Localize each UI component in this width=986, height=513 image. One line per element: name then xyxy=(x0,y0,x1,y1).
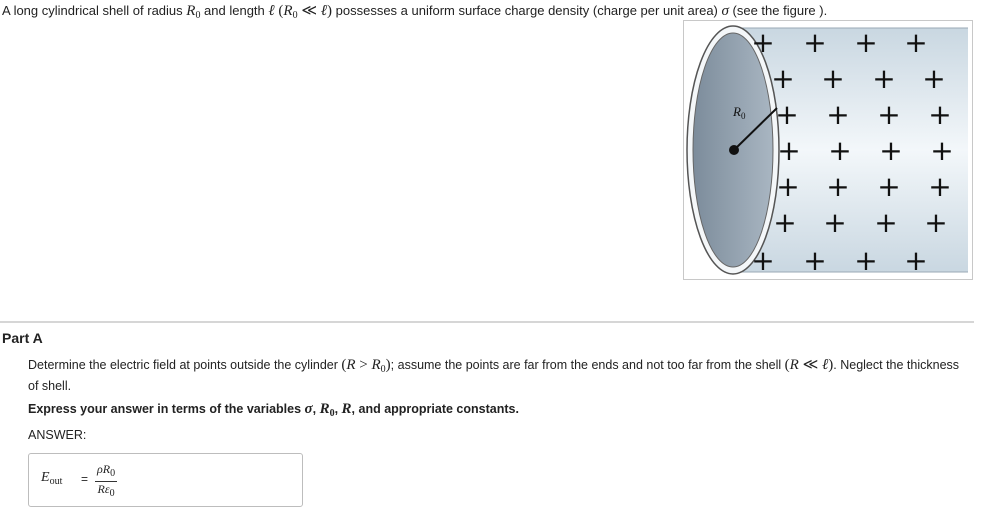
part-a-title: Part A xyxy=(2,330,43,346)
fraction-numerator: $\rho R_0$ xyxy=(95,462,117,482)
cylinder-diagram xyxy=(683,20,973,280)
plus-charge: + xyxy=(803,26,827,59)
intro-text-3: possesses a uniform surface charge density (charge per unit area) xyxy=(332,3,722,18)
fraction-denominator: $R\varepsilon_0$ xyxy=(97,482,115,499)
plus-charge: + xyxy=(803,244,827,277)
plus-charge: + xyxy=(854,244,878,277)
intro-text-2: and length xyxy=(200,3,269,18)
plus-charge: + xyxy=(904,26,928,59)
plus-charge: + xyxy=(904,244,928,277)
plus-charge: + xyxy=(821,62,845,95)
plus-charge: + xyxy=(823,206,847,239)
plus-charge: + xyxy=(773,206,797,239)
answer-instruction: Express your answer in terms of the variables σ, $R_0$, R, and appropriate constants. xyxy=(28,401,519,419)
plus-charge: + xyxy=(922,62,946,95)
answer-input-box[interactable] xyxy=(28,453,303,507)
radius-label: $R_0$ xyxy=(733,104,746,121)
plus-charge: + xyxy=(826,170,850,203)
question-text: Determine the electric field at points outside the cylinder $(R > R_0)$; assume the points are far from the ends and not too far from the shell (R ≪ ℓ). Neglect the thickness of shell. xyxy=(28,357,960,393)
intro-text-1: A long cylindrical shell of radius xyxy=(2,3,187,18)
plus-charge: + xyxy=(930,134,954,167)
center-dot xyxy=(729,145,739,155)
math-sigma: σ xyxy=(721,3,729,19)
plus-charge: + xyxy=(777,134,801,167)
cylinder-figure xyxy=(683,20,973,280)
answer-lhs: $E_{out}$ xyxy=(41,470,63,487)
math-r0: $R_0$ xyxy=(186,3,201,21)
section-divider xyxy=(0,321,974,323)
plus-charge: + xyxy=(751,244,775,277)
plus-charge: + xyxy=(928,170,952,203)
plus-charge: + xyxy=(928,98,952,131)
plus-charge: + xyxy=(751,26,775,59)
plus-charge: + xyxy=(924,206,948,239)
plus-charge: + xyxy=(872,62,896,95)
equals-sign: = xyxy=(81,472,89,486)
plus-charge: + xyxy=(877,170,901,203)
answer-fraction[interactable] xyxy=(95,462,117,501)
plus-charge: + xyxy=(826,98,850,131)
plus-charge: + xyxy=(776,170,800,203)
problem-statement: A long cylindrical shell of radius $R_0$ and length ℓ ($R_0$ ≪ ℓ) possesses a uniform surface charge density (charge per unit area) σ (see the figure ). xyxy=(2,3,828,21)
plus-charge: + xyxy=(828,134,852,167)
plus-charge: + xyxy=(877,98,901,131)
answer-label: ANSWER: xyxy=(28,428,87,442)
plus-charge: + xyxy=(771,62,795,95)
plus-charge: + xyxy=(854,26,878,59)
plus-charge: + xyxy=(879,134,903,167)
intro-text-4: (see the figure ). xyxy=(728,3,828,18)
plus-charge: + xyxy=(775,98,799,131)
math-ell: ℓ xyxy=(268,3,275,19)
plus-charge: + xyxy=(874,206,898,239)
